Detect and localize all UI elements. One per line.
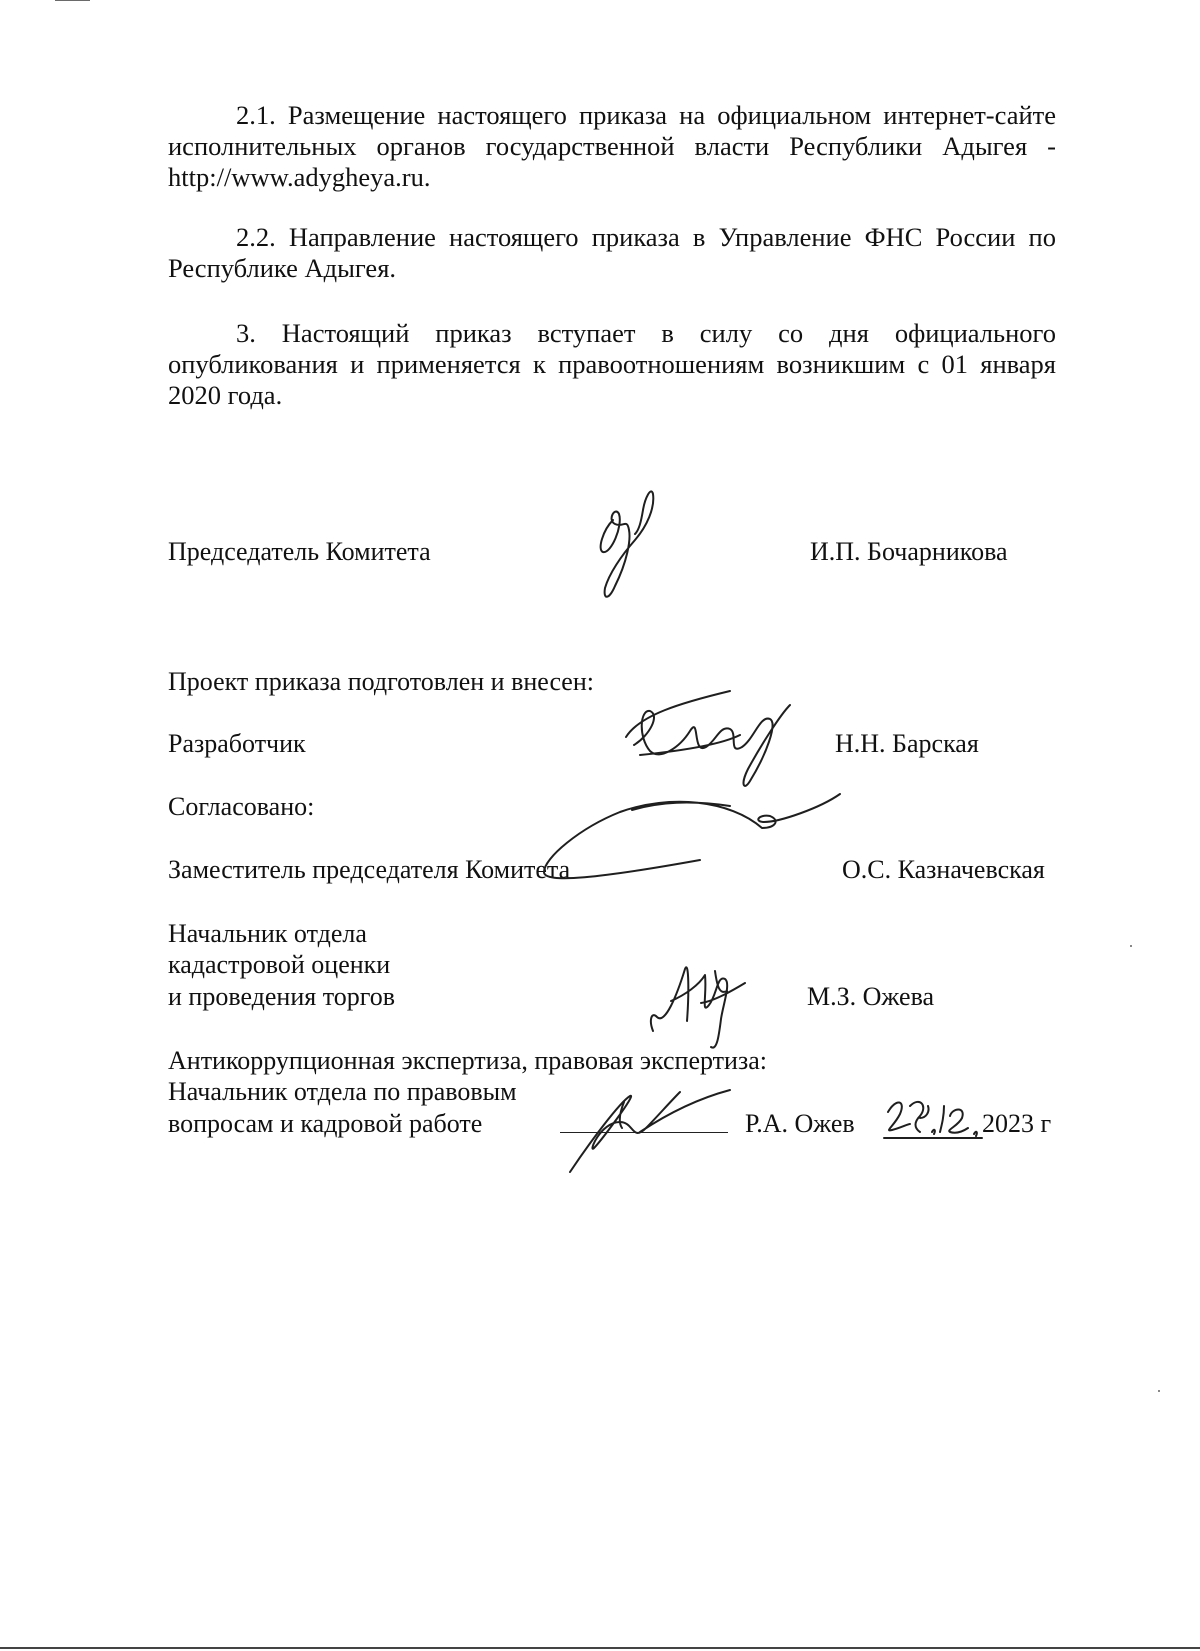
- paragraph-3: 3. Настоящий приказ вступает в силу со дня официального опубликования и применяется к правоотношениям возникшим с 01 января 2020 года.: [168, 318, 1056, 410]
- handwritten-date: [880, 1088, 985, 1148]
- scan-speck: [1158, 1390, 1160, 1392]
- prepared-heading: Проект приказа подготовлен и внесен:: [168, 667, 594, 696]
- legal-title-line1: Начальник отдела по правовым: [168, 1077, 517, 1106]
- bottom-scan-line: [0, 1647, 1200, 1649]
- deputy-name: О.С. Казначевская: [842, 855, 1045, 884]
- developer-signature: [620, 685, 800, 795]
- chair-name: И.П. Бочарникова: [810, 537, 1008, 566]
- developer-name: Н.Н. Барская: [835, 729, 979, 758]
- legal-title-line2: вопросам и кадровой работе: [168, 1109, 483, 1138]
- head-dept-title-line3: и проведения торгов: [168, 982, 396, 1011]
- deputy-signature: [540, 788, 850, 908]
- deputy-title: Заместитель председателя Комитета: [168, 855, 571, 884]
- expertise-heading: Антикоррупционная экспертиза, правовая экспертиза:: [168, 1046, 767, 1075]
- legal-name: Р.А. Ожев: [745, 1109, 855, 1138]
- chair-title: Председатель Комитета: [168, 537, 431, 566]
- agreed-heading: Согласовано:: [168, 792, 315, 821]
- top-scan-line: [55, 0, 90, 1]
- head-dept-title-line2: кадастровой оценки: [168, 950, 391, 979]
- head-dept-name: М.З. Ожева: [807, 982, 935, 1011]
- chair-signature: [585, 490, 675, 610]
- head-dept-title-line1: Начальник отдела: [168, 919, 367, 948]
- head-dept-signature: [645, 955, 755, 1055]
- paragraph-2-1: 2.1. Размещение настоящего приказа на официальном интернет-сайте исполнительных органов государственной власти Республики Адыгея - http://www.adygheya.ru.: [168, 100, 1056, 192]
- paragraph-2-2: 2.2. Направление настоящего приказа в Управление ФНС России по Республике Адыгея.: [168, 222, 1056, 283]
- developer-title: Разработчик: [168, 729, 306, 758]
- scan-speck: [1130, 945, 1132, 947]
- legal-date-year: 2023 г: [982, 1109, 1052, 1138]
- legal-signature: [560, 1062, 740, 1182]
